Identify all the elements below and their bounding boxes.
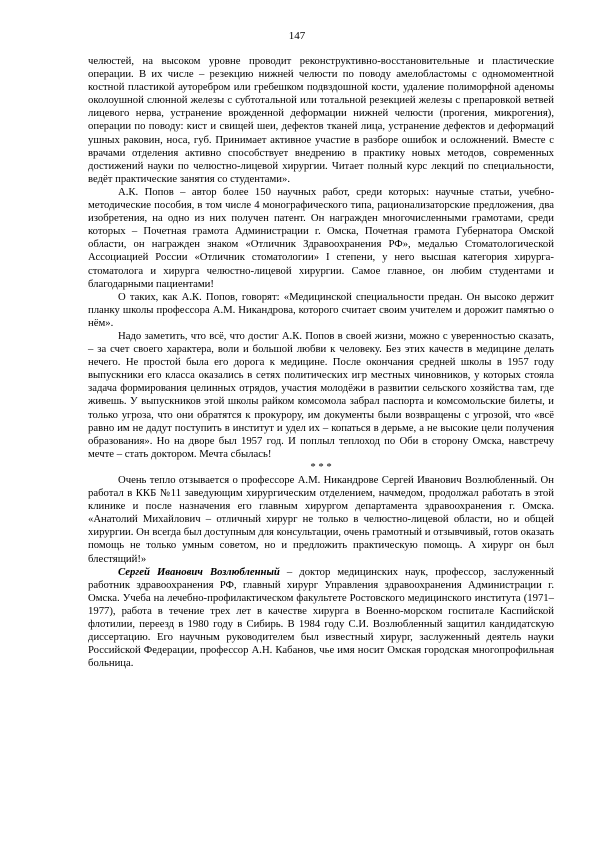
paragraph-popov-quote: О таких, как А.К. Попов, говорят: «Медицинской специальности предан. Он высоко держит планку школы профессора А.М. Никандрова, которого считает своим учителем и дорожит памятью о нём». [88, 290, 554, 329]
paragraph-vozlyublenny-recollection: Очень тепло отзывается о профессоре А.М. Никандрове Сергей Иванович Возлюбленный. Он работал в ККБ №11 заведующим хирургическим отделением, начмедом, продолжал работать в этой клинике и после назначения его главным хирургом департамента здравоохранения г. Омска. «Анатолий Михайлович – отличный хирург не только в челюстно-лицевой области, но и общей хирургии. Он всегда был доступным для консультации, очень грамотный и отзывчивый, готов оказать помощь не только умным советом, но и предложить практическую помощь. А хирург он был блестящий!» [88, 474, 554, 565]
paragraph-vozlyublenny-bio [88, 566, 554, 671]
page-body [88, 55, 554, 670]
author-name: Сергей Иванович Возлюбленный [118, 565, 280, 578]
page-number: 147 [288, 30, 306, 42]
paragraph-popov-works: А.К. Попов – автор более 150 научных работ, среди которых: научные статьи, учебно-методические пособия, в том числе 4 монографического типа, рационализаторские предложения, два изобретения, на одно из них получен патент. Он награжден многочисленными грамотами, среди которых – Почетная грамота Администрации г. Омска, Почетная грамота Губернатора Омской области, он награжден знаком «Отличник Здравоохранения РФ», медалью Стоматологической Ассоциацией России «Отличник стоматологии» I степени, у него высшая категория хирурга-стоматолога и хирурга челюстно-лицевой хирургии. Самое главное, он любим студентами и благодарными пациентами! [88, 185, 554, 290]
paragraph-popov-path: Надо заметить, что всё, что достиг А.К. Попов в своей жизни, можно с уверенностью сказать, – за счет своего характера, воли и большой любви к человеку. Без этих качеств в медицине делать нечего. Не простой была его дорога к медицине. После окончания средней школы в 1957 году выпускники его класса оказались в сетях политических игр местных чиновников, у которых стояла задача формирования целинных отрядов, участия молодёжи в развитии сельского хозяйства там, где живешь. У выпускников этой школы райком комсомола забрал паспорта и комсомольские билеты, и только угроза, что они обратятся к прокурору, им документы были возвращены с угрозой, что «всё равно им не дадут поступить в институт и удел их – копаться в дерьме, а не высокие цели получения образования». Но на дворе был 1957 год. И поплыл теплоход по Оби в сторону Омска, навстречу мечте – стать доктором. Мечта сбылась! [88, 329, 554, 460]
section-separator: * * * [310, 460, 332, 473]
paragraph-continuation: челюстей, на высоком уровне проводит реконструктивно-восстановительные и пластические операции. В их числе – резекцию нижней челюсти по поводу амелобластомы с одномоментной костной пластикой ауторебром или гребешком подвздошной кости, удаление полиморфной аденомы околоушной слюнной железы с субтотальной или тотальной резекцией железы с препаровкой ветвей лицевого нерва, устранение врожденной деформации нижней челюсти (прогения, микрогения), операции по поводу: кист и свищей шеи, дефектов тканей лица, устранение дефектов и деформаций ушных раковин, носа, губ. Принимает активное участие в разборе ошибок и осложнений. Вместе с врачами отделения активно способствует внедрению в практику новых методов, современных достижений науки по челюстно-лицевой хирургии. Читает полный курс лекций по специальности, ведёт практические занятия со студентами». [88, 55, 554, 185]
author-bio-text: – доктор медицинских наук, профессор, заслуженный работник здравоохранения РФ, главный хирург Управления здравоохранения Администрации г. Омска. Учеба на лечебно-профилактическом факультете Ростовского медицинского института (1971–1977), работа в течение трех лет в качестве хирурга в Военно-морском госпитале Каспийской флотилии, переезд в 1980 году в Сибирь. В 1984 году С.И. Возлюбленный защитил кандидатскую диссертацию. Его научным руководителем был известный хирург, заслуженный деятель науки Российской Федерации, профессор А.Н. Кабанов, чье имя носит Омская городская многопрофильная больница. [88, 565, 554, 670]
